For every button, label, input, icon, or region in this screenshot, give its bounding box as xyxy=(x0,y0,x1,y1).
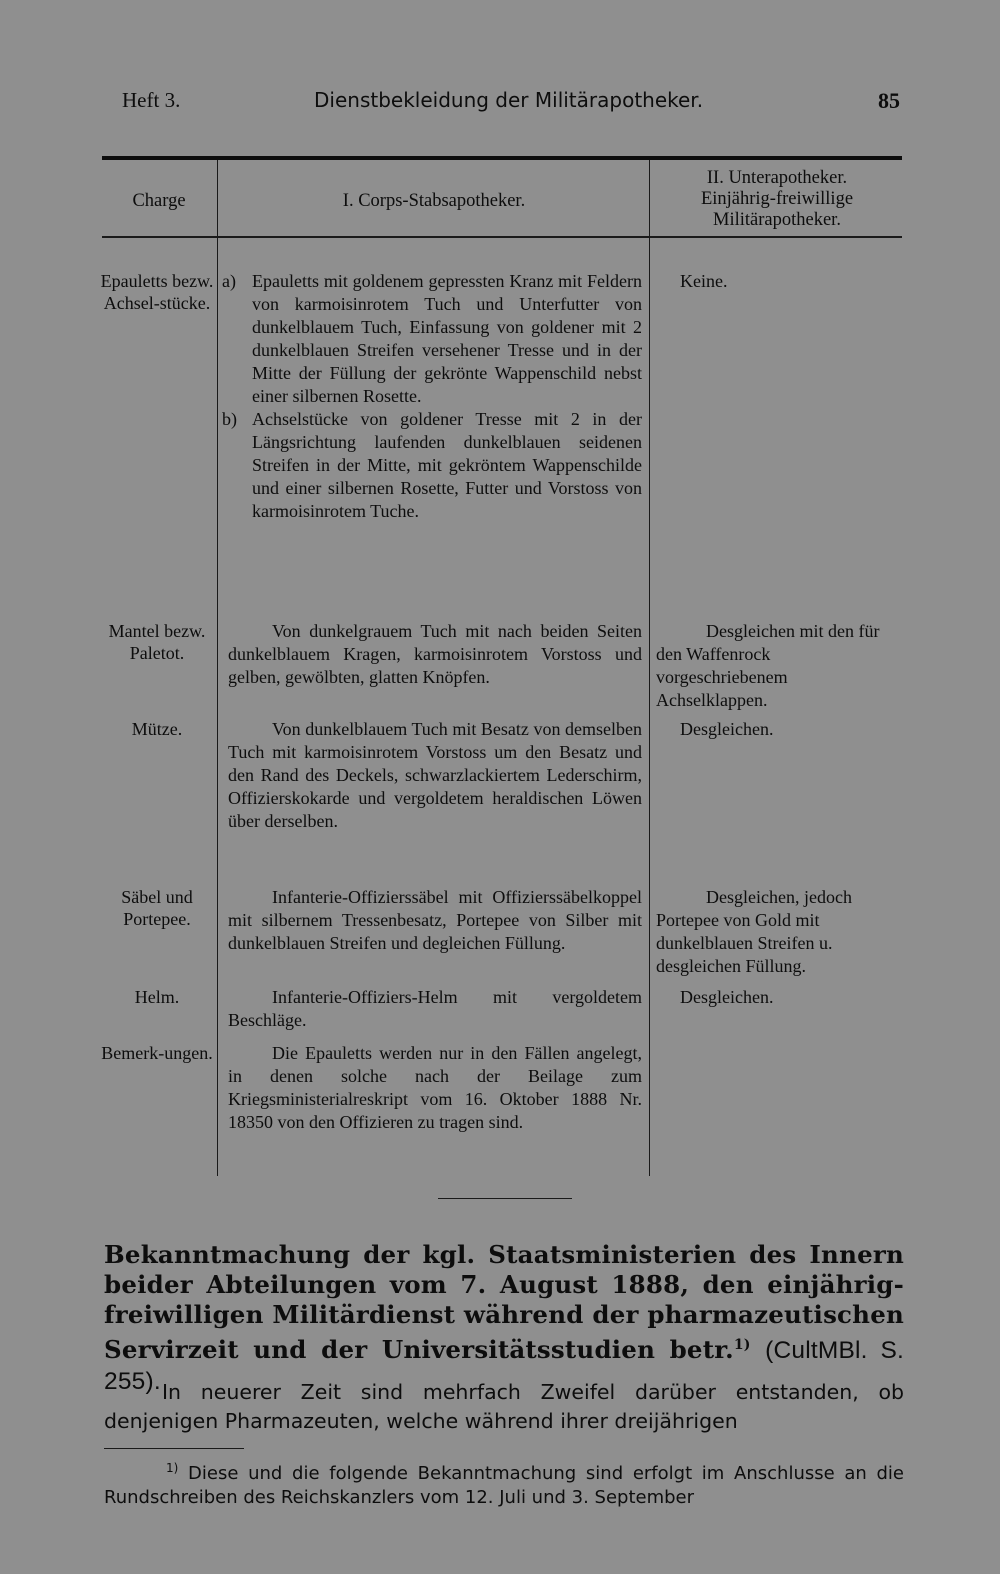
row-label-helm: Helm. xyxy=(134,987,180,1007)
page-number: 85 xyxy=(878,88,900,113)
footnote-text: Diese und die folgende Bekanntmachung sind erfolgt im Anschlusse an die Rundschreiben des Reichskanzlers vom 12. Juli und 3. September xyxy=(104,1463,904,1508)
running-header xyxy=(122,88,902,122)
column-header-charge: Charge xyxy=(132,191,186,211)
footnote-rule xyxy=(104,1448,244,1449)
row-muetze-col2: Desgleichen. xyxy=(680,719,774,739)
table-top-rule xyxy=(102,156,902,160)
cell-text: Infanterie-Offiziers-Helm mit vergoldetem Beschläge. xyxy=(228,987,642,1030)
list-item xyxy=(222,270,642,408)
announcement-citation: (CultMBl. S. 255). xyxy=(104,1337,904,1396)
announcement-title-text: Bekanntmachung der kgl. Staatsministerien des Innern beider Abteilungen vom 7. August 1888, den einjährig-freiwilligen Militärdienst während der pharmazeutischen Servirzeit und der Universitätsstudien betr. xyxy=(104,1240,904,1365)
column-header-line: II. Unterapotheker. xyxy=(706,168,848,188)
page-header-title: Dienstbekleidung der Militärapotheker. xyxy=(314,88,704,112)
row-label-mantel: Mantel bezw. Paletot. xyxy=(108,621,206,663)
item-marker: b) xyxy=(222,409,237,429)
row-epauletts-col2: Keine. xyxy=(680,271,728,291)
footnote-mark: 1) xyxy=(166,1461,179,1475)
item-text: Epauletts mit goldenem gepressten Kranz mit Feldern von karmoisinrotem Tuch und Unterfutter von dunkelblauem Tuch, Einfassung von goldener mit 2 dunkelblauen Streifen versehener Tresse und in der Mitte der Füllung der gekrönte Wappenschild nebst einer silbernen Rosette. xyxy=(252,271,642,406)
row-epauletts-col1 xyxy=(222,270,642,523)
body-paragraph: In neuerer Zeit sind mehrfach Zweifel darüber entstanden, ob denjenigen Pharmazeuten, welche während ihrer dreijährigen xyxy=(104,1380,904,1433)
row-muetze-col1 xyxy=(228,718,642,833)
row-saebel-col1 xyxy=(228,886,642,955)
cell-text: Die Epauletts werden nur in den Fällen angelegt, in denen solche nach der Beilage zum Kriegsministerialreskript vom 16. Oktober 1888 Nr. 18350 von den Offizieren zu tragen sind. xyxy=(228,1043,642,1132)
table-header-rule xyxy=(102,236,902,238)
table-column-divider xyxy=(217,160,218,1176)
footnote-reference: 1) xyxy=(733,1337,751,1353)
row-mantel-col1 xyxy=(228,620,642,689)
table-column-divider xyxy=(649,160,650,1176)
cell-text: Von dunkelblauem Tuch mit Besatz von demselben Tuch mit karmoisinrotem Vorstoss um den Besatz und den Rand des Deckels, schwarzlackiertem Lederschirm, Offizierskokarde und vergoldetem heraldischen Löwen über derselben. xyxy=(228,719,642,831)
cell-text: Desgleichen mit den für den Waffenrock vorgeschriebenem Achselklappen. xyxy=(656,621,880,710)
row-label-saebel: Säbel und Portepee. xyxy=(121,887,193,929)
row-label-muetze: Mütze. xyxy=(131,719,183,739)
row-label-bemerkungen: Bemerk-ungen. xyxy=(101,1043,213,1063)
item-marker: a) xyxy=(222,271,236,291)
cell-text: Von dunkelgrauem Tuch mit nach beiden Seiten dunkelblauem Kragen, karmoisinrotem Vorstoss und gelben, gewölbten, glatten Knöpfen. xyxy=(228,621,642,687)
section-separator xyxy=(438,1198,572,1199)
row-helm-col1 xyxy=(228,986,642,1032)
cell-text: Desgleichen, jedoch Portepee von Gold mit dunkelblauen Streifen u. desgleichen Füllung. xyxy=(656,887,852,976)
row-helm-col2: Desgleichen. xyxy=(680,987,774,1007)
row-saebel-col2 xyxy=(656,886,902,978)
footnote xyxy=(104,1456,904,1510)
cell-text: Infanterie-Offizierssäbel mit Offizierssäbelkoppel mit silbernem Tressenbesatz, Portepee von Silber mit dunkelblauen Streifen und degleichen Füllung. xyxy=(228,887,642,953)
column-header-line: Militärapotheker. xyxy=(713,210,841,230)
row-label-epauletts: Epauletts bezw. Achsel-stücke. xyxy=(100,271,214,313)
item-text: Achselstücke von goldener Tresse mit 2 in der Längsrichtung laufenden dunkelblauen seidenen Streifen in der Mitte, mit gekröntem Wappenschilde und einer silbernen Rosette, Futter und Vorstoss von karmoisinrotem Tuche. xyxy=(252,409,642,521)
row-bemerkungen-col1 xyxy=(228,1042,642,1134)
issue-label: Heft 3. xyxy=(122,88,181,112)
announcement-title xyxy=(104,1240,904,1397)
column-header-corps-stabsapotheker: I. Corps-Stabsapotheker. xyxy=(342,191,526,211)
row-mantel-col2 xyxy=(656,620,902,712)
column-header-unterapotheker xyxy=(651,168,903,231)
column-header-line: Einjährig-freiwillige xyxy=(700,189,854,209)
list-item xyxy=(222,408,642,523)
